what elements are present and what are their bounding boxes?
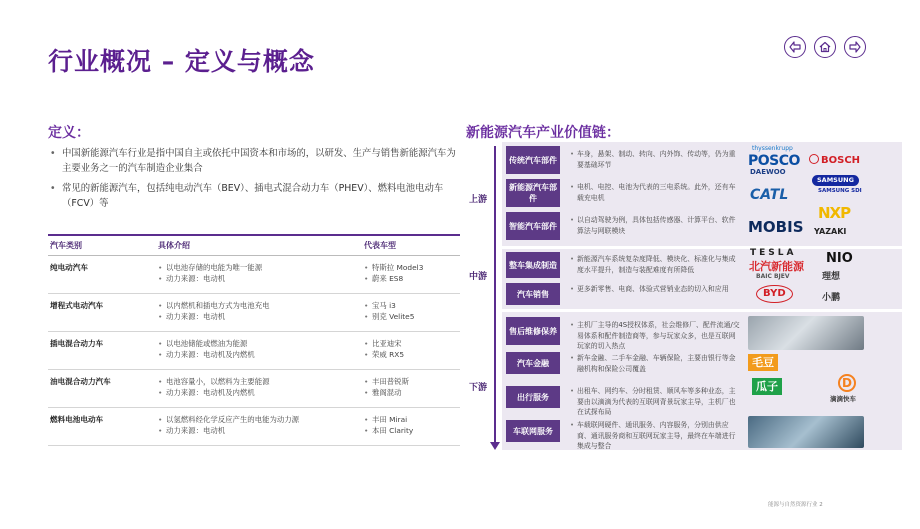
- intro-line: • 动力来源：电动机: [158, 425, 360, 436]
- logo-baic: 北汽新能源: [749, 260, 804, 273]
- segment-desc: • 车身，悬架、制动、转向、内外饰、传动等，仍为重要基础环节: [570, 149, 742, 170]
- logo-tesla: TESLA: [750, 248, 797, 258]
- model-line: • 荣威 RX5: [364, 349, 458, 360]
- definition-bullet: • 中国新能源汽车行业是指中国自主或依托中国资本和市场的，以研发、生产与销售新能源汽车为主要业务之一的汽车制造企业集合: [50, 146, 458, 176]
- table-row: [48, 294, 460, 332]
- home-icon: [819, 41, 831, 53]
- bosch-text: BOSCH: [821, 155, 861, 166]
- segment-desc: • 新能源汽车系统复杂度降低、模块化、标准化与集成度水平提升，制造与装配难度有所降低: [570, 254, 742, 275]
- segment-desc: • 以自动驾驶为例，具体包括传感器、计算平台、软件算法与网联模块: [570, 215, 742, 236]
- table-row: [48, 408, 460, 446]
- definition-heading: 定义：: [48, 125, 90, 141]
- connected-car-photo: [748, 416, 864, 448]
- nav-buttons: [784, 36, 866, 58]
- back-button[interactable]: [784, 36, 806, 58]
- intro-line: • 以电池存储的电能为唯一能源: [158, 262, 360, 273]
- segment-desc: • 新车金融、二手车金融、车辆保险，主要由银行等金融机构和保险公司覆盖: [570, 353, 742, 374]
- intro-line: • 以内燃机和插电方式为电池充电: [158, 300, 360, 311]
- repair-photo: [748, 316, 864, 350]
- stage-midstream: 中游: [468, 272, 487, 282]
- logo-mobis: MOBIS: [748, 218, 804, 236]
- value-chain: [466, 142, 906, 452]
- segment-vehicle-manufacturing: 整车集成制造: [506, 252, 560, 278]
- page-footer: 能源与自然资源行业 2: [768, 502, 823, 508]
- table-row: [48, 370, 460, 408]
- logo-nxp: NXP: [818, 204, 851, 222]
- logo-didi: 滴滴快车: [830, 395, 856, 403]
- col-header-category: 汽车类别: [48, 235, 156, 256]
- logo-lixiang: 理想: [822, 272, 841, 282]
- bosch-icon: [809, 154, 819, 164]
- forward-button[interactable]: [844, 36, 866, 58]
- col-header-intro: 具体介绍: [156, 235, 362, 256]
- model-line: • 本田 Clarity: [364, 425, 458, 436]
- type-name: 燃料电池电动车: [48, 408, 156, 446]
- type-name: 油电混合动力汽车: [48, 370, 156, 408]
- logo-thyssenkrupp: thyssenkrupp: [752, 145, 793, 152]
- intro-line: • 动力来源：电动机及内燃机: [158, 349, 360, 360]
- didi-icon: D: [838, 374, 856, 392]
- flow-arrow-line: [494, 146, 496, 446]
- logo-daewoo: DAEWOO: [750, 168, 786, 176]
- segment-mobility-services: 出行服务: [506, 386, 560, 408]
- page-title: 行业概况 – 定义与概念: [48, 47, 315, 76]
- home-button[interactable]: [814, 36, 836, 58]
- table-row: [48, 332, 460, 370]
- segment-nev-parts: 新能源汽车部件: [506, 179, 560, 207]
- logo-posco: POSCO: [748, 153, 800, 169]
- logo-guazi: 瓜子: [752, 378, 782, 395]
- type-name: 插电混合动力车: [48, 332, 156, 370]
- logo-samsung: SAMSUNG: [812, 175, 859, 186]
- intro-line: • 动力来源：电动机及内燃机: [158, 387, 360, 398]
- segment-desc: • 电机、电控、电池为代表的三电系统。此外，还有车载充电机: [570, 182, 742, 203]
- segment-vehicle-sales: 汽车销售: [506, 283, 560, 305]
- logo-bosch: [809, 154, 860, 166]
- arrow-left-icon: [789, 41, 801, 53]
- definition-bullet: • 常见的新能源汽车，包括纯电动汽车（BEV）、插电式混合动力车（PHEV）、燃料电池电动车（FCV）等: [50, 181, 458, 211]
- model-line: • 蔚来 ES8: [364, 273, 458, 284]
- col-header-models: 代表车型: [362, 235, 460, 256]
- intro-line: • 以电池储能或燃油为能源: [158, 338, 360, 349]
- model-line: • 雅阁混动: [364, 387, 458, 398]
- type-name: 纯电动汽车: [48, 256, 156, 294]
- model-line: • 丰田普锐斯: [364, 376, 458, 387]
- definition-list: [50, 146, 458, 216]
- segment-smart-parts: 智能汽车部件: [506, 212, 560, 240]
- logo-nio: NIO: [826, 251, 853, 266]
- logo-yazaki: YAZAKI: [814, 227, 847, 236]
- segment-desc: • 更多新零售、电商、体验式营销业态的切入和应用: [570, 284, 742, 295]
- flow-arrow-head: [490, 442, 500, 450]
- segment-desc: • 出租车、网约车、分时租赁、顺风车等多种业态，主要由以滴滴为代表的互联网背景玩家主导，主机厂也在试探布局: [570, 386, 742, 418]
- stage-downstream: 下游: [468, 383, 487, 393]
- value-chain-heading: 新能源汽车产业价值链：: [466, 125, 620, 141]
- segment-traditional-parts: 传统汽车部件: [506, 146, 560, 174]
- logo-baic-en: BAIC BJEV: [756, 273, 790, 280]
- logo-catl: CATL: [750, 187, 789, 203]
- stage-upstream: 上游: [468, 195, 487, 205]
- model-line: • 比亚迪宋: [364, 338, 458, 349]
- logo-xpeng: 小鹏: [822, 293, 841, 303]
- model-line: • 丰田 Mirai: [364, 414, 458, 425]
- model-line: • 宝马 i3: [364, 300, 458, 311]
- vehicle-types-table: [48, 234, 460, 446]
- model-line: • 别克 Velite5: [364, 311, 458, 322]
- segment-desc: • 主机厂主导的4S授权体系，社会维修厂、配件流通/交易体系和配件制造商等，参与玩家众多，也是互联网玩家的切入热点: [570, 320, 742, 352]
- segment-desc: • 车载联网硬件、通讯服务、内容服务，分别由供应商、通讯服务商和互联网玩家主导，最终在车端进行集成与整合: [570, 420, 742, 452]
- intro-line: • 动力来源：电动机: [158, 273, 360, 284]
- segment-auto-finance: 汽车金融: [506, 352, 560, 374]
- model-line: • 特斯拉 Model3: [364, 262, 458, 273]
- logo-byd: BYD: [756, 285, 793, 303]
- segment-connected-car: 车联网服务: [506, 420, 560, 442]
- logo-samsung-sdi: SAMSUNG SDI: [818, 188, 862, 194]
- intro-line: • 电池容量小，以燃料为主要能源: [158, 376, 360, 387]
- intro-line: • 动力来源：电动机: [158, 311, 360, 322]
- table-row: [48, 256, 460, 294]
- segment-after-sales: 售后维修保养: [506, 317, 560, 345]
- intro-line: • 以氢燃料经化学反应产生的电能为动力源: [158, 414, 360, 425]
- arrow-right-icon: [849, 41, 861, 53]
- logo-maodou: 毛豆: [748, 354, 778, 371]
- type-name: 增程式电动汽车: [48, 294, 156, 332]
